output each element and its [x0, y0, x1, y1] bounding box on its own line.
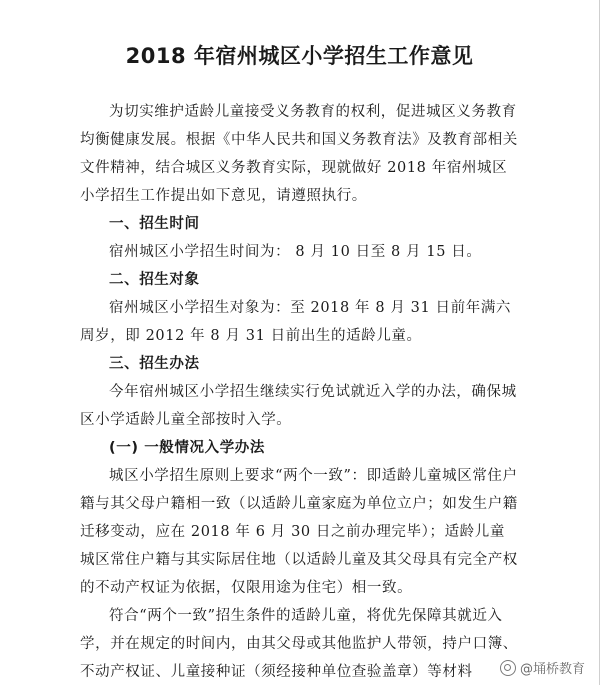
- document-body: [80, 98, 520, 686]
- section-time-text: 宿州城区小学招生时间为： 8 月 10 日至 8 月 15 日。: [109, 244, 482, 260]
- section-heading-time: 一、招生时间: [109, 216, 200, 232]
- watermark-text: @埇桥教育: [519, 662, 585, 677]
- section-target-text: 宿州城区小学招生对象为：至 2018 年 8 月 31 日前年满六周岁，即 2012 年 8 月 31 日前出生的适龄儿童。: [80, 300, 512, 344]
- weibo-watermark: [498, 658, 587, 677]
- weibo-logo-icon: [500, 660, 516, 676]
- subsection-general-text-2: 符合“两个一致”招生条件的适龄儿童，将优先保障其就近入学，并在规定的时间内，由其父母或其他监护人带领，持户口簿、不动产权证、儿童接种证（须经接种单位查验盖章）等材料: [80, 608, 518, 680]
- intro-paragraph: 为切实维护适龄儿童接受义务教育的权利，促进城区义务教育均衡健康发展。根据《中华人民共和国义务教育法》及教育部相关文件精神，结合城区义务教育实际，现就做好 2018 年宿州城区小学招生工作提出如下意见，请遵照执行。: [80, 104, 518, 204]
- subsection-general-text: 城区小学招生原则上要求“两个一致”：即适龄儿童城区常住户籍与其父母户籍相一致（以适龄儿童家庭为单位立户；如发生户籍迁移变动，应在 2018 年 6 月 30 日之前办理完毕）；适龄儿童城区常住户籍与其实际居住地（以适龄儿童及其父母具有完全产权的不动产权证为依据，仅限用途为住宅）相一致。: [80, 468, 518, 596]
- subsection-heading-general: (一) 一般情况入学办法: [109, 440, 266, 456]
- section-heading-method: 三、招生办法: [109, 356, 200, 372]
- document-title: 2018 年宿州城区小学招生工作意见: [125, 44, 474, 68]
- section-heading-target: 二、招生对象: [109, 272, 200, 288]
- section-method-text: 今年宿州城区小学招生继续实行免试就近入学的办法，确保城区小学适龄儿童全部按时入学。: [80, 384, 517, 428]
